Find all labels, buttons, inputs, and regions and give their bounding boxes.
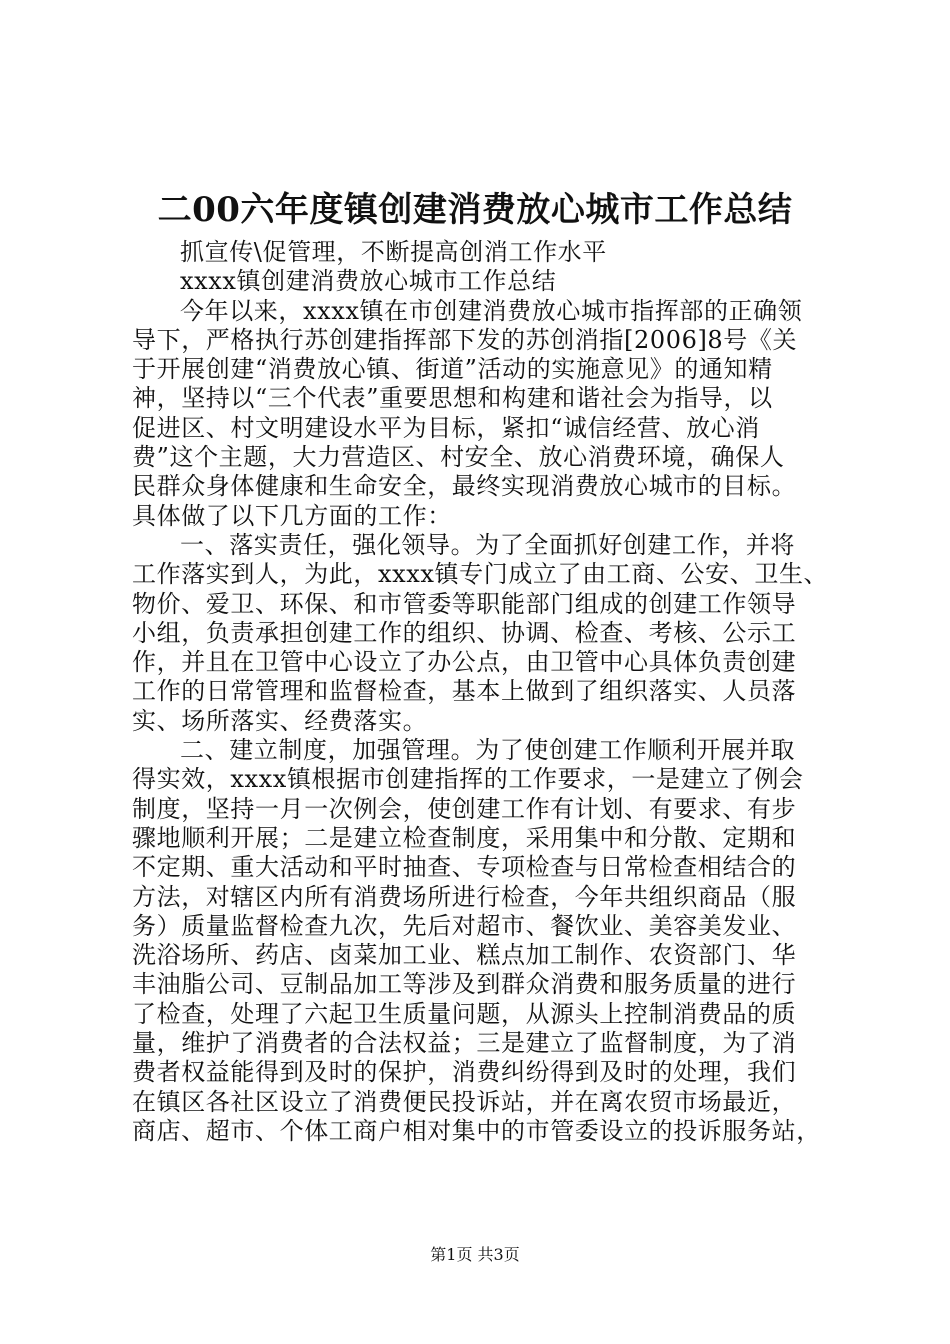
body-text-line: xxxx镇创建消费放心城市工作总结 <box>180 267 557 296</box>
page-number-footer: 第1页 共3页 <box>430 1245 520 1264</box>
body-text-line: 费”这个主题，大力营造区、村安全、放心消费环境，确保人 <box>132 443 785 472</box>
body-text-line: 于开展创建“消费放心镇、街道”活动的实施意见》的通知精 <box>132 355 773 384</box>
body-text-line: 神，坚持以“三个代表”重要思想和构建和谐社会为指导，以 <box>132 384 773 413</box>
body-text-line: 务）质量监督检查九次，先后对超市、餐饮业、美容美发业、 <box>132 911 797 940</box>
body-text-line: 抓宣传\促管理，不断提高创消工作水平 <box>180 238 607 266</box>
body-text-line: 洗浴场所、药店、卤菜加工业、糕点加工制作、农资部门、华 <box>132 941 797 970</box>
body-text-line: 工作的日常管理和监督检查，基本上做到了组织落实、人员落 <box>132 677 797 706</box>
body-text-line: 费者权益能得到及时的保护，消费纠纷得到及时的处理，我们 <box>132 1058 797 1087</box>
body-text-line: 方法，对辖区内所有消费场所进行检查，今年共组织商品（服 <box>132 882 797 911</box>
body-text-line: 得实效，xxxx镇根据市创建指挥的工作要求，一是建立了例会 <box>132 765 804 794</box>
body-text-line: 制度，坚持一月一次例会，使创建工作有计划、有要求、有步 <box>132 794 797 823</box>
body-text-line: 工作落实到人，为此，xxxx镇专门成立了由工商、公安、卫生、 <box>132 560 829 589</box>
body-text-line: 物价、爱卫、环保、和市管委等职能部门组成的创建工作领导 <box>132 589 797 618</box>
body-text-line: 二、建立制度，加强管理。为了使创建工作顺利开展并取 <box>180 736 795 765</box>
body-text-line: 骤地顺利开展；二是建立检查制度，采用集中和分散、定期和 <box>132 823 797 852</box>
body-text-line: 一、落实责任，强化领导。为了全面抓好创建工作，并将 <box>180 530 795 559</box>
body-text-line: 商店、超市、个体工商户相对集中的市管委设立的投诉服务站， <box>132 1116 821 1145</box>
body-text-line: 丰油脂公司、豆制品加工等涉及到群众消费和服务质量的进行 <box>132 970 797 999</box>
body-text-line: 民群众身体健康和生命安全，最终实现消费放心城市的目标。 <box>132 472 797 501</box>
body-text-line: 了检查，处理了六起卫生质量问题，从源头上控制消费品的质 <box>132 999 797 1028</box>
document-title: 二00六年度镇创建消费放心城市工作总结 <box>157 190 793 230</box>
body-text-line: 作，并且在卫管中心设立了办公点，由卫管中心具体负责创建 <box>132 648 797 677</box>
body-text-line: 小组，负责承担创建工作的组织、协调、检查、考核、公示工 <box>132 618 797 647</box>
body-text-line: 今年以来，xxxx镇在市创建消费放心城市指挥部的正确领 <box>180 296 803 325</box>
body-text-line: 具体做了以下几方面的工作： <box>132 501 452 530</box>
body-text-line: 在镇区各社区设立了消费便民投诉站，并在离农贸市场最近， <box>132 1087 797 1116</box>
body-text-line: 促进区、村文明建设水平为目标，紧扣“诚信经营、放心消 <box>132 413 760 442</box>
body-text-line: 不定期、重大活动和平时抽查、专项检查与日常检查相结合的 <box>132 853 797 882</box>
body-text-line: 实、场所落实、经费落实。 <box>132 706 428 735</box>
body-text-line: 量，维护了消费者的合法权益；三是建立了监督制度，为了消 <box>132 1029 797 1058</box>
document-body <box>132 238 832 1146</box>
body-text-line: 导下，严格执行苏创建指挥部下发的苏创消指[2006]8号《关 <box>132 325 798 354</box>
